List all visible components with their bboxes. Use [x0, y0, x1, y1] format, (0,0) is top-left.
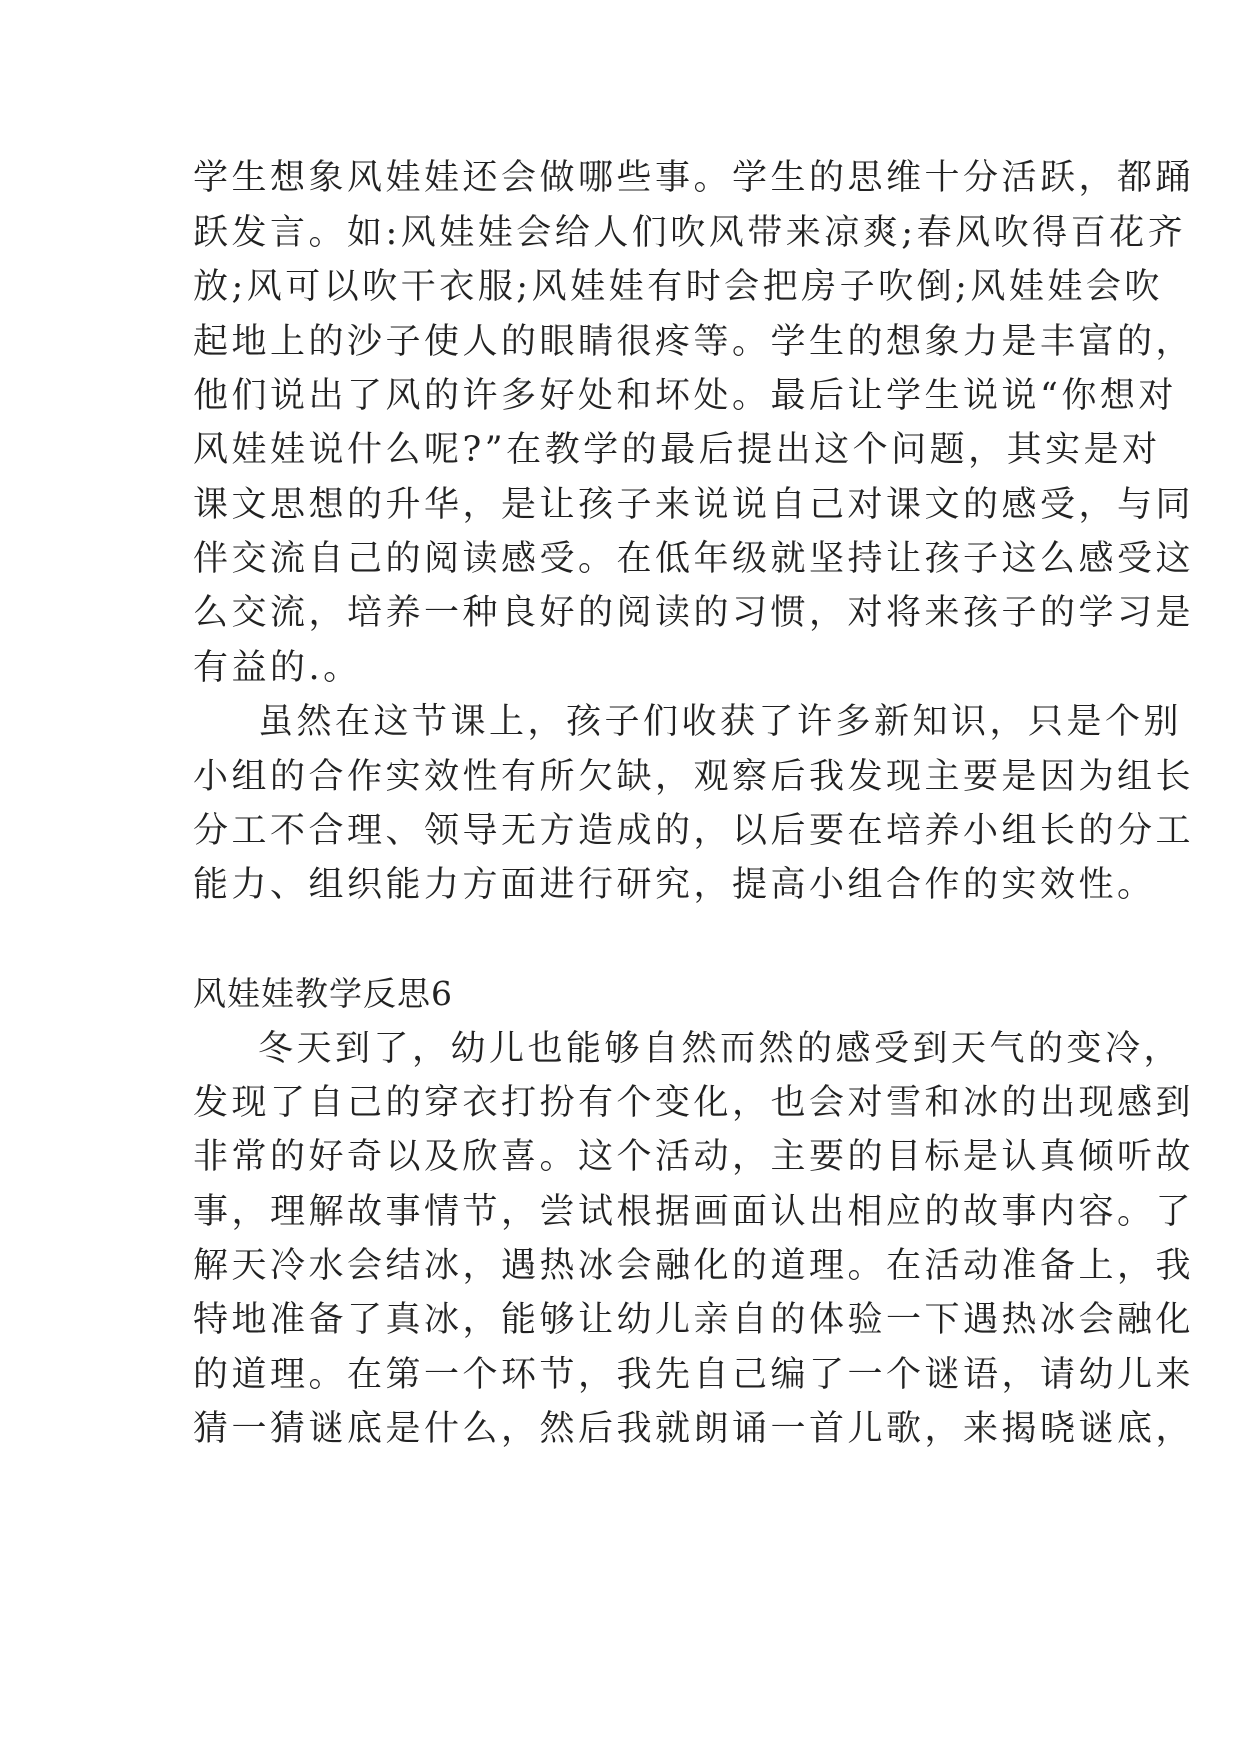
paragraph-line: 伴交流自己的阅读感受。在低年级就坚持让孩子这么感受这 [193, 539, 1195, 579]
paragraph-line: 风娃娃说什么呢?”在教学的最后提出这个问题，其实是对 [193, 430, 1161, 470]
paragraph-line: 虽然在这节课上，孩子们收获了许多新知识，只是个别 [258, 702, 1183, 742]
paragraph-line: 小组的合作实效性有所欠缺，观察后我发现主要是因为组长 [193, 757, 1195, 797]
paragraph-line: 么交流，培养一种良好的阅读的习惯，对将来孩子的学习是 [193, 593, 1195, 633]
paragraph-line: 他们说出了风的许多好处和坏处。最后让学生说说“你想对 [193, 376, 1177, 416]
paragraph-line: 课文思想的升华，是让孩子来说说自己对课文的感受，与同 [193, 485, 1195, 525]
paragraph-line: 猜一猜谜底是什么，然后我就朗诵一首儿歌，来揭晓谜底， [193, 1409, 1195, 1449]
paragraph-line: 发现了自己的穿衣打扮有个变化，也会对雪和冰的出现感到 [193, 1083, 1195, 1123]
paragraph-line: 学生想象风娃娃还会做哪些事。学生的思维十分活跃，都踊 [193, 158, 1195, 198]
paragraph-line: 解天冷水会结冰，遇热冰会融化的道理。在活动准备上，我 [193, 1246, 1195, 1286]
paragraph-line: 的道理。在第一个环节，我先自己编了一个谜语，请幼儿来 [193, 1355, 1195, 1395]
paragraph-line: 冬天到了，幼儿也能够自然而然的感受到天气的变冷， [258, 1029, 1183, 1069]
paragraph-line: 起地上的沙子使人的眼睛很疼等。学生的想象力是丰富的， [193, 322, 1195, 362]
paragraph-line: 能力、组织能力方面进行研究，提高小组合作的实效性。 [193, 865, 1156, 905]
paragraph-line: 特地准备了真冰，能够让幼儿亲自的体验一下遇热冰会融化 [193, 1300, 1195, 1340]
paragraph-line: 跃发言。如:风娃娃会给人们吹风带来凉爽;春风吹得百花齐 [193, 213, 1187, 253]
section-heading: 风娃娃教学反思6 [193, 974, 453, 1013]
paragraph-line: 放;风可以吹干衣服;风娃娃有时会把房子吹倒;风娃娃会吹 [193, 267, 1163, 307]
paragraph-line: 有益的.。 [193, 648, 362, 688]
paragraph-line: 分工不合理、领导无方造成的，以后要在培养小组长的分工 [193, 811, 1195, 851]
paragraph-line: 事，理解故事情节，尝试根据画面认出相应的故事内容。了 [193, 1192, 1195, 1232]
paragraph-line: 非常的好奇以及欣喜。这个活动，主要的目标是认真倾听故 [193, 1137, 1195, 1177]
